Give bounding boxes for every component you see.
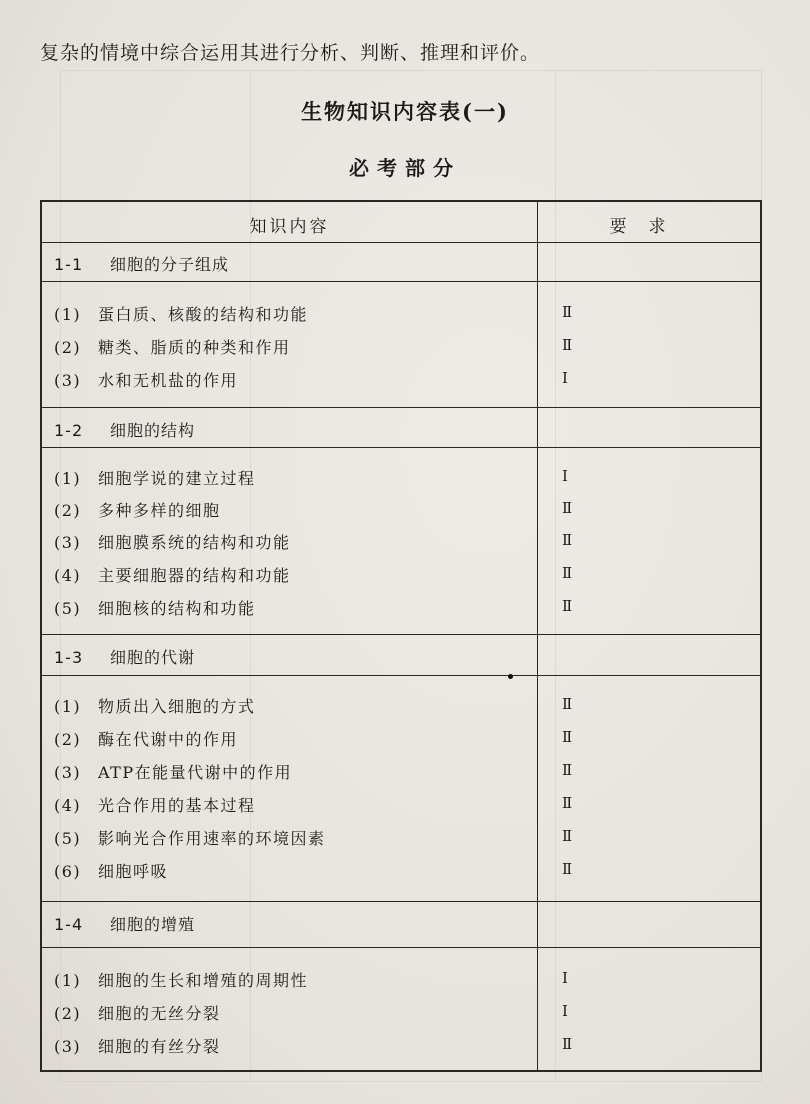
section-divider (42, 675, 760, 676)
list-item (54, 466, 256, 489)
document-title: 生物知识内容表(一) (301, 99, 509, 124)
item-text: 物质出入细胞的方式 (98, 697, 256, 716)
requirement-level: Ⅱ (562, 531, 572, 549)
item-index: (6) (54, 862, 82, 881)
column-divider (537, 202, 538, 1070)
list-item (54, 563, 291, 586)
item-text: 酶在代谢中的作用 (98, 730, 239, 749)
requirement-level: Ⅱ (562, 564, 572, 582)
intro-paragraph: 复杂的情境中综合运用其进行分析、判断、推理和评价。 (40, 42, 541, 64)
list-item (54, 826, 326, 849)
section-title (54, 912, 195, 935)
item-index: (2) (54, 1004, 82, 1023)
item-text: 糖类、脂质的种类和作用 (98, 338, 291, 357)
section-name: 细胞的增殖 (110, 915, 196, 934)
section-divider (42, 407, 760, 408)
list-item (54, 498, 221, 521)
requirement-level: Ⅱ (562, 860, 572, 878)
section-number: 1-1 (54, 255, 84, 274)
item-index: (4) (54, 796, 82, 815)
section-number: 1-2 (54, 421, 84, 440)
knowledge-table (40, 200, 762, 1072)
item-text: 细胞的有丝分裂 (98, 1037, 221, 1056)
requirement-level: Ⅱ (562, 728, 572, 746)
requirement-level: Ⅱ (562, 499, 572, 517)
item-text: 影响光合作用速率的环境因素 (98, 829, 326, 848)
requirement-level: Ⅰ (562, 1002, 567, 1020)
section-name: 细胞的结构 (110, 421, 196, 440)
header-requirement: 要求 (609, 217, 688, 237)
item-text: 水和无机盐的作用 (98, 371, 239, 390)
table-header (42, 202, 760, 243)
section-title (54, 252, 229, 275)
item-index: (3) (54, 1037, 82, 1056)
section-title (54, 645, 195, 668)
item-text: 主要细胞器的结构和功能 (98, 566, 291, 585)
item-index: (1) (54, 697, 82, 716)
item-text: 细胞的生长和增殖的周期性 (98, 971, 309, 990)
document-subtitle: 必考部分 (349, 156, 461, 180)
list-item (54, 1001, 221, 1024)
item-index: (5) (54, 829, 82, 848)
section-name: 细胞的代谢 (110, 648, 196, 667)
item-index: (3) (54, 533, 82, 552)
item-text: ATP在能量代谢中的作用 (98, 763, 293, 782)
section-number: 1-4 (54, 915, 84, 934)
list-item (54, 302, 308, 325)
list-item (54, 694, 256, 717)
requirement-level: Ⅰ (562, 467, 567, 485)
list-item (54, 530, 291, 553)
item-text: 光合作用的基本过程 (98, 796, 256, 815)
list-item (54, 335, 291, 358)
section-divider (42, 634, 760, 635)
item-text: 细胞的无丝分裂 (98, 1004, 221, 1023)
requirement-level: Ⅱ (562, 827, 572, 845)
list-item (54, 968, 308, 991)
section-divider (42, 901, 760, 902)
item-text: 细胞呼吸 (98, 862, 169, 881)
item-text: 细胞膜系统的结构和功能 (98, 533, 291, 552)
requirement-level: Ⅰ (562, 969, 567, 987)
item-index: (2) (54, 501, 82, 520)
list-item (54, 727, 238, 750)
item-text: 细胞学说的建立过程 (98, 469, 256, 488)
list-item (54, 368, 238, 391)
requirement-level: Ⅱ (562, 336, 572, 354)
item-text: 蛋白质、核酸的结构和功能 (98, 305, 309, 324)
requirement-level: Ⅱ (562, 303, 572, 321)
item-index: (1) (54, 971, 82, 990)
requirement-level: Ⅱ (562, 794, 572, 812)
list-item (54, 859, 168, 882)
list-item (54, 596, 256, 619)
requirement-level: Ⅱ (562, 1035, 572, 1053)
ink-speck (508, 674, 513, 679)
item-index: (3) (54, 371, 82, 390)
requirement-level: Ⅱ (562, 597, 572, 615)
requirement-level: Ⅱ (562, 761, 572, 779)
item-index: (2) (54, 730, 82, 749)
requirement-level: Ⅱ (562, 695, 572, 713)
section-name: 细胞的分子组成 (110, 255, 230, 274)
section-divider (42, 281, 760, 282)
item-index: (5) (54, 599, 82, 618)
list-item (54, 793, 256, 816)
item-index: (2) (54, 338, 82, 357)
section-divider (42, 947, 760, 948)
section-divider (42, 447, 760, 448)
list-item (54, 760, 292, 783)
section-number: 1-3 (54, 648, 84, 667)
list-item (54, 1034, 221, 1057)
requirement-level: Ⅰ (562, 369, 567, 387)
item-index: (1) (54, 305, 82, 324)
item-index: (4) (54, 566, 82, 585)
section-title (54, 418, 195, 441)
item-index: (1) (54, 469, 82, 488)
item-text: 细胞核的结构和功能 (98, 599, 256, 618)
item-text: 多种多样的细胞 (98, 501, 221, 520)
item-index: (3) (54, 763, 82, 782)
header-content: 知识内容 (249, 217, 330, 237)
